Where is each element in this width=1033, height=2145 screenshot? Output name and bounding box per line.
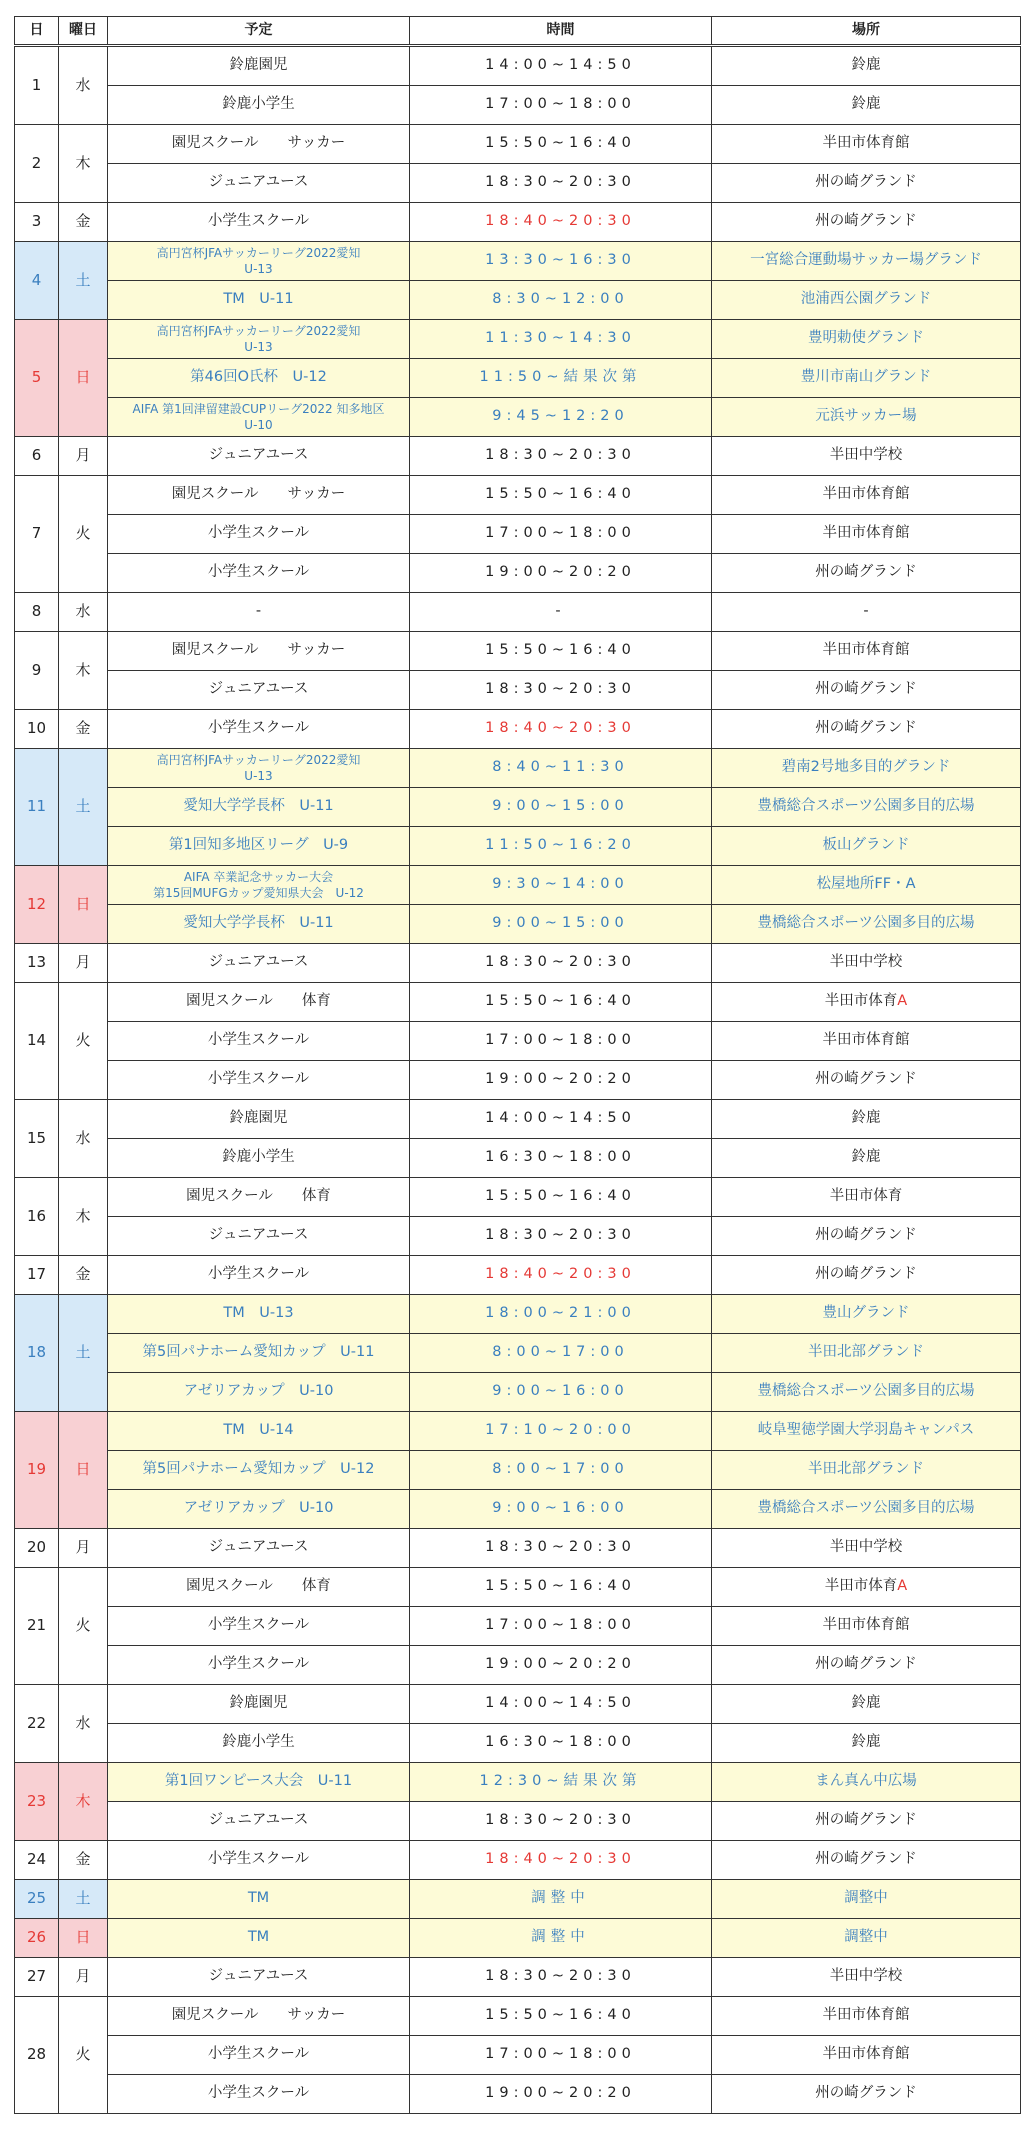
- day-cell: 9: [15, 632, 59, 710]
- day-cell: 10: [15, 710, 59, 749]
- event-cell: TM U-11: [108, 281, 410, 320]
- place-cell: 豊川市南山グランド: [712, 359, 1021, 398]
- schedule-row: [15, 1178, 1021, 1217]
- header-event: 予定: [108, 17, 410, 46]
- weekday-cell: 月: [59, 944, 108, 983]
- event-cell: 愛知大学学長杯 U-11: [108, 905, 410, 944]
- place-cell: 州の崎グランド: [712, 203, 1021, 242]
- event-cell: 鈴鹿園児: [108, 46, 410, 86]
- place-cell: [712, 1568, 1021, 1607]
- place-cell: 半田市体育: [712, 1178, 1021, 1217]
- schedule-table: [14, 16, 1021, 2114]
- place-cell: 半田中学校: [712, 1529, 1021, 1568]
- event-cell: TM U-13: [108, 1295, 410, 1334]
- time-cell: 18:00~21:00: [410, 1295, 712, 1334]
- day-cell: 8: [15, 593, 59, 632]
- schedule-row: [15, 1295, 1021, 1334]
- event-line: U-10: [244, 418, 273, 432]
- schedule-row: [15, 515, 1021, 554]
- schedule-row: [15, 1997, 1021, 2036]
- schedule-row: [15, 671, 1021, 710]
- event-line: AIFA 第1回津留建設CUPリーグ2022 知多地区: [132, 401, 385, 416]
- time-cell: 17:10~20:00: [410, 1412, 712, 1451]
- schedule-row: [15, 632, 1021, 671]
- day-cell: 4: [15, 242, 59, 320]
- event-cell: [108, 398, 410, 437]
- event-cell: 鈴鹿小学生: [108, 1139, 410, 1178]
- time-cell: 9:45~12:20: [410, 398, 712, 437]
- time-cell: 14:00~14:50: [410, 46, 712, 86]
- time-cell: 14:00~14:50: [410, 1100, 712, 1139]
- event-line: 第15回MUFGカップ愛知県大会 U-12: [153, 886, 364, 900]
- schedule-row: [15, 1607, 1021, 1646]
- place-text: 半田市体育: [824, 1578, 898, 1595]
- place-cell: 豊明勅使グランド: [712, 320, 1021, 359]
- day-cell: 3: [15, 203, 59, 242]
- schedule-row: [15, 1100, 1021, 1139]
- event-cell: 小学生スクール: [108, 1256, 410, 1295]
- event-cell: 小学生スクール: [108, 203, 410, 242]
- time-cell: -: [410, 593, 712, 632]
- event-cell: 園児スクール 体育: [108, 1568, 410, 1607]
- time-cell: 9:00~15:00: [410, 905, 712, 944]
- event-cell: アゼリアカップ U-10: [108, 1373, 410, 1412]
- event-line: AIFA 卒業記念サッカー大会: [183, 869, 334, 884]
- place-cell: 豊橋総合スポーツ公園多目的広場: [712, 905, 1021, 944]
- place-cell: 州の崎グランド: [712, 1646, 1021, 1685]
- time-cell: 8:00~17:00: [410, 1451, 712, 1490]
- schedule-row: [15, 827, 1021, 866]
- event-cell: 園児スクール サッカー: [108, 476, 410, 515]
- place-suffix: A: [897, 1578, 908, 1595]
- place-cell: 一宮総合運動場サッカー場グランド: [712, 242, 1021, 281]
- time-cell: 19:00~20:20: [410, 2075, 712, 2114]
- schedule-row: [15, 1334, 1021, 1373]
- weekday-cell: 日: [59, 866, 108, 944]
- place-cell: 州の崎グランド: [712, 710, 1021, 749]
- event-line: U-13: [244, 262, 273, 276]
- event-cell: ジュニアユース: [108, 1958, 410, 1997]
- event-cell: -: [108, 593, 410, 632]
- day-cell: 6: [15, 437, 59, 476]
- weekday-cell: 水: [59, 46, 108, 125]
- schedule-row: [15, 1529, 1021, 1568]
- place-cell: 州の崎グランド: [712, 671, 1021, 710]
- place-cell: 調整中: [712, 1880, 1021, 1919]
- day-cell: 16: [15, 1178, 59, 1256]
- schedule-row: [15, 710, 1021, 749]
- time-cell: 18:30~20:30: [410, 1529, 712, 1568]
- event-cell: 小学生スクール: [108, 1607, 410, 1646]
- place-cell: 州の崎グランド: [712, 554, 1021, 593]
- event-cell: ジュニアユース: [108, 1802, 410, 1841]
- schedule-row: [15, 1958, 1021, 1997]
- time-cell: 18:30~20:30: [410, 671, 712, 710]
- event-cell: ジュニアユース: [108, 671, 410, 710]
- weekday-cell: 金: [59, 1256, 108, 1295]
- schedule-row: [15, 203, 1021, 242]
- place-cell: 半田北部グランド: [712, 1334, 1021, 1373]
- place-suffix: A: [897, 993, 908, 1010]
- day-cell: 26: [15, 1919, 59, 1958]
- time-cell: 14:00~14:50: [410, 1685, 712, 1724]
- time-cell: 19:00~20:20: [410, 1646, 712, 1685]
- schedule-row: [15, 320, 1021, 359]
- time-cell: 18:40~20:30: [410, 710, 712, 749]
- event-cell: 小学生スクール: [108, 515, 410, 554]
- day-cell: 1: [15, 46, 59, 125]
- schedule-row: [15, 398, 1021, 437]
- event-cell: 小学生スクール: [108, 1061, 410, 1100]
- weekday-cell: 火: [59, 476, 108, 593]
- place-cell: 半田市体育館: [712, 1607, 1021, 1646]
- weekday-cell: 木: [59, 125, 108, 203]
- event-cell: 小学生スクール: [108, 1841, 410, 1880]
- schedule-row: [15, 593, 1021, 632]
- event-cell: TM: [108, 1919, 410, 1958]
- place-cell: 調整中: [712, 1919, 1021, 1958]
- weekday-cell: 水: [59, 1685, 108, 1763]
- schedule-row: [15, 46, 1021, 86]
- time-cell: 11:30~14:30: [410, 320, 712, 359]
- place-cell: -: [712, 593, 1021, 632]
- schedule-row: [15, 1646, 1021, 1685]
- time-cell: 9:00~15:00: [410, 788, 712, 827]
- place-cell: 鈴鹿: [712, 86, 1021, 125]
- time-cell: 15:50~16:40: [410, 125, 712, 164]
- schedule-row: [15, 983, 1021, 1022]
- schedule-row: [15, 1802, 1021, 1841]
- weekday-cell: 月: [59, 1958, 108, 1997]
- event-cell: 園児スクール 体育: [108, 983, 410, 1022]
- time-cell: 11:50~16:20: [410, 827, 712, 866]
- weekday-cell: 木: [59, 1178, 108, 1256]
- event-cell: 第1回知多地区リーグ U-9: [108, 827, 410, 866]
- weekday-cell: 金: [59, 710, 108, 749]
- event-cell: 園児スクール サッカー: [108, 125, 410, 164]
- place-cell: 半田市体育館: [712, 515, 1021, 554]
- header-day: 日: [15, 17, 59, 46]
- weekday-cell: 土: [59, 1295, 108, 1412]
- event-cell: 愛知大学学長杯 U-11: [108, 788, 410, 827]
- schedule-row: [15, 1256, 1021, 1295]
- weekday-cell: 木: [59, 632, 108, 710]
- time-cell: 18:30~20:30: [410, 1802, 712, 1841]
- place-cell: 岐阜聖徳学園大学羽島キャンパス: [712, 1412, 1021, 1451]
- schedule-row: [15, 749, 1021, 788]
- time-cell: 17:00~18:00: [410, 86, 712, 125]
- time-cell: 17:00~18:00: [410, 2036, 712, 2075]
- place-cell: 州の崎グランド: [712, 1217, 1021, 1256]
- place-cell: 豊山グランド: [712, 1295, 1021, 1334]
- place-cell: 鈴鹿: [712, 46, 1021, 86]
- event-cell: 鈴鹿園児: [108, 1685, 410, 1724]
- day-cell: 2: [15, 125, 59, 203]
- event-cell: [108, 749, 410, 788]
- schedule-row: [15, 905, 1021, 944]
- time-cell: 17:00~18:00: [410, 1607, 712, 1646]
- schedule-row: [15, 1451, 1021, 1490]
- weekday-cell: 水: [59, 1100, 108, 1178]
- day-cell: 25: [15, 1880, 59, 1919]
- schedule-row: [15, 866, 1021, 905]
- event-cell: TM U-14: [108, 1412, 410, 1451]
- event-cell: ジュニアユース: [108, 164, 410, 203]
- schedule-row: [15, 359, 1021, 398]
- weekday-cell: 日: [59, 320, 108, 437]
- time-cell: 8:00~17:00: [410, 1334, 712, 1373]
- weekday-cell: 土: [59, 1880, 108, 1919]
- event-cell: 小学生スクール: [108, 1646, 410, 1685]
- time-cell: 16:30~18:00: [410, 1724, 712, 1763]
- place-cell: 鈴鹿: [712, 1685, 1021, 1724]
- event-cell: 鈴鹿小学生: [108, 1724, 410, 1763]
- place-cell: 豊橋総合スポーツ公園多目的広場: [712, 1490, 1021, 1529]
- time-cell: 18:30~20:30: [410, 437, 712, 476]
- place-cell: 豊橋総合スポーツ公園多目的広場: [712, 788, 1021, 827]
- schedule-row: [15, 1412, 1021, 1451]
- place-cell: 半田北部グランド: [712, 1451, 1021, 1490]
- time-cell: 15:50~16:40: [410, 632, 712, 671]
- day-cell: 12: [15, 866, 59, 944]
- event-cell: 小学生スクール: [108, 710, 410, 749]
- time-cell: 18:40~20:30: [410, 1256, 712, 1295]
- event-cell: 園児スクール サッカー: [108, 632, 410, 671]
- weekday-cell: 金: [59, 1841, 108, 1880]
- header-row: [15, 17, 1021, 46]
- time-cell: 調整中: [410, 1880, 712, 1919]
- time-cell: 9:00~16:00: [410, 1373, 712, 1412]
- day-cell: 11: [15, 749, 59, 866]
- place-cell: 碧南2号地多目的グランド: [712, 749, 1021, 788]
- place-cell: 州の崎グランド: [712, 1256, 1021, 1295]
- place-cell: 半田市体育館: [712, 125, 1021, 164]
- place-cell: 州の崎グランド: [712, 1061, 1021, 1100]
- weekday-cell: 火: [59, 1568, 108, 1685]
- day-cell: 17: [15, 1256, 59, 1295]
- place-cell: 元浜サッカー場: [712, 398, 1021, 437]
- time-cell: 8:40~11:30: [410, 749, 712, 788]
- day-cell: 13: [15, 944, 59, 983]
- schedule-row: [15, 2036, 1021, 2075]
- schedule-row: [15, 788, 1021, 827]
- time-cell: 18:30~20:30: [410, 164, 712, 203]
- time-cell: 調整中: [410, 1919, 712, 1958]
- place-cell: 州の崎グランド: [712, 1841, 1021, 1880]
- event-cell: [108, 242, 410, 281]
- schedule-row: [15, 1724, 1021, 1763]
- weekday-cell: 月: [59, 1529, 108, 1568]
- place-cell: 半田市体育館: [712, 2036, 1021, 2075]
- day-cell: 15: [15, 1100, 59, 1178]
- time-cell: 15:50~16:40: [410, 983, 712, 1022]
- place-cell: 州の崎グランド: [712, 2075, 1021, 2114]
- time-cell: 18:40~20:30: [410, 203, 712, 242]
- place-cell: 半田市体育館: [712, 1022, 1021, 1061]
- schedule-row: [15, 164, 1021, 203]
- place-cell: 松屋地所FF・A: [712, 866, 1021, 905]
- event-cell: 小学生スクール: [108, 554, 410, 593]
- time-cell: 19:00~20:20: [410, 554, 712, 593]
- event-cell: ジュニアユース: [108, 944, 410, 983]
- schedule-row: [15, 125, 1021, 164]
- place-cell: 鈴鹿: [712, 1139, 1021, 1178]
- schedule-row: [15, 1022, 1021, 1061]
- day-cell: 28: [15, 1997, 59, 2114]
- schedule-row: [15, 944, 1021, 983]
- weekday-cell: 土: [59, 749, 108, 866]
- schedule-row: [15, 1763, 1021, 1802]
- weekday-cell: 月: [59, 437, 108, 476]
- day-cell: 21: [15, 1568, 59, 1685]
- event-line: 高円宮杯JFAサッカーリーグ2022愛知: [156, 323, 361, 338]
- schedule-row: [15, 554, 1021, 593]
- time-cell: 11:50~結果次第: [410, 359, 712, 398]
- place-cell: 半田中学校: [712, 1958, 1021, 1997]
- schedule-body: [15, 46, 1021, 2114]
- event-cell: 鈴鹿小学生: [108, 86, 410, 125]
- place-cell: 鈴鹿: [712, 1724, 1021, 1763]
- place-cell: 半田市体育館: [712, 476, 1021, 515]
- event-cell: アゼリアカップ U-10: [108, 1490, 410, 1529]
- place-cell: 鈴鹿: [712, 1100, 1021, 1139]
- place-cell: 板山グランド: [712, 827, 1021, 866]
- place-cell: 池浦西公園グランド: [712, 281, 1021, 320]
- event-cell: 園児スクール 体育: [108, 1178, 410, 1217]
- event-line: 高円宮杯JFAサッカーリーグ2022愛知: [156, 245, 361, 260]
- time-cell: 16:30~18:00: [410, 1139, 712, 1178]
- schedule-row: [15, 1685, 1021, 1724]
- time-cell: 18:30~20:30: [410, 1958, 712, 1997]
- schedule-row: [15, 1490, 1021, 1529]
- schedule-row: [15, 437, 1021, 476]
- place-cell: 半田中学校: [712, 437, 1021, 476]
- time-cell: 15:50~16:40: [410, 1997, 712, 2036]
- event-cell: TM: [108, 1880, 410, 1919]
- time-cell: 8:30~12:00: [410, 281, 712, 320]
- header-weekday: 曜日: [59, 17, 108, 46]
- event-cell: ジュニアユース: [108, 437, 410, 476]
- day-cell: 23: [15, 1763, 59, 1841]
- place-cell: まん真ん中広場: [712, 1763, 1021, 1802]
- event-cell: 小学生スクール: [108, 2075, 410, 2114]
- event-cell: ジュニアユース: [108, 1529, 410, 1568]
- event-cell: 第1回ワンピース大会 U-11: [108, 1763, 410, 1802]
- weekday-cell: 日: [59, 1412, 108, 1529]
- header-place: 場所: [712, 17, 1021, 46]
- schedule-row: [15, 1139, 1021, 1178]
- time-cell: 18:30~20:30: [410, 1217, 712, 1256]
- schedule-row: [15, 1217, 1021, 1256]
- event-cell: ジュニアユース: [108, 1217, 410, 1256]
- time-cell: 13:30~16:30: [410, 242, 712, 281]
- schedule-row: [15, 1373, 1021, 1412]
- schedule-row: [15, 1880, 1021, 1919]
- day-cell: 19: [15, 1412, 59, 1529]
- event-cell: 第5回パナホーム愛知カップ U-11: [108, 1334, 410, 1373]
- time-cell: 17:00~18:00: [410, 1022, 712, 1061]
- schedule-row: [15, 1919, 1021, 1958]
- time-cell: 12:30~結果次第: [410, 1763, 712, 1802]
- day-cell: 14: [15, 983, 59, 1100]
- event-cell: [108, 320, 410, 359]
- time-cell: 15:50~16:40: [410, 476, 712, 515]
- day-cell: 5: [15, 320, 59, 437]
- place-cell: 半田市体育館: [712, 1997, 1021, 2036]
- event-cell: [108, 866, 410, 905]
- event-cell: 鈴鹿園児: [108, 1100, 410, 1139]
- event-line: 高円宮杯JFAサッカーリーグ2022愛知: [156, 752, 361, 767]
- day-cell: 24: [15, 1841, 59, 1880]
- place-cell: 州の崎グランド: [712, 164, 1021, 203]
- schedule-row: [15, 86, 1021, 125]
- day-cell: 27: [15, 1958, 59, 1997]
- schedule-row: [15, 1841, 1021, 1880]
- time-cell: 15:50~16:40: [410, 1178, 712, 1217]
- time-cell: 17:00~18:00: [410, 515, 712, 554]
- place-cell: 半田市体育館: [712, 632, 1021, 671]
- place-cell: 州の崎グランド: [712, 1802, 1021, 1841]
- schedule-row: [15, 476, 1021, 515]
- header-time: 時間: [410, 17, 712, 46]
- schedule-row: [15, 1061, 1021, 1100]
- time-cell: 9:00~16:00: [410, 1490, 712, 1529]
- weekday-cell: 水: [59, 593, 108, 632]
- event-cell: 園児スクール サッカー: [108, 1997, 410, 2036]
- weekday-cell: 火: [59, 1997, 108, 2114]
- weekday-cell: 金: [59, 203, 108, 242]
- place-cell: [712, 983, 1021, 1022]
- time-cell: 18:30~20:30: [410, 944, 712, 983]
- event-cell: 小学生スクール: [108, 2036, 410, 2075]
- day-cell: 22: [15, 1685, 59, 1763]
- time-cell: 9:30~14:00: [410, 866, 712, 905]
- day-cell: 18: [15, 1295, 59, 1412]
- weekday-cell: 火: [59, 983, 108, 1100]
- place-cell: 豊橋総合スポーツ公園多目的広場: [712, 1373, 1021, 1412]
- schedule-row: [15, 1568, 1021, 1607]
- event-line: U-13: [244, 769, 273, 783]
- schedule-row: [15, 242, 1021, 281]
- schedule-row: [15, 2075, 1021, 2114]
- event-cell: 第5回パナホーム愛知カップ U-12: [108, 1451, 410, 1490]
- place-cell: 半田中学校: [712, 944, 1021, 983]
- day-cell: 20: [15, 1529, 59, 1568]
- schedule-row: [15, 281, 1021, 320]
- event-cell: 小学生スクール: [108, 1022, 410, 1061]
- time-cell: 18:40~20:30: [410, 1841, 712, 1880]
- time-cell: 19:00~20:20: [410, 1061, 712, 1100]
- day-cell: 7: [15, 476, 59, 593]
- event-line: U-13: [244, 340, 273, 354]
- weekday-cell: 土: [59, 242, 108, 320]
- weekday-cell: 木: [59, 1763, 108, 1841]
- time-cell: 15:50~16:40: [410, 1568, 712, 1607]
- weekday-cell: 日: [59, 1919, 108, 1958]
- place-text: 半田市体育: [824, 993, 898, 1010]
- event-cell: 第46回O氏杯 U-12: [108, 359, 410, 398]
